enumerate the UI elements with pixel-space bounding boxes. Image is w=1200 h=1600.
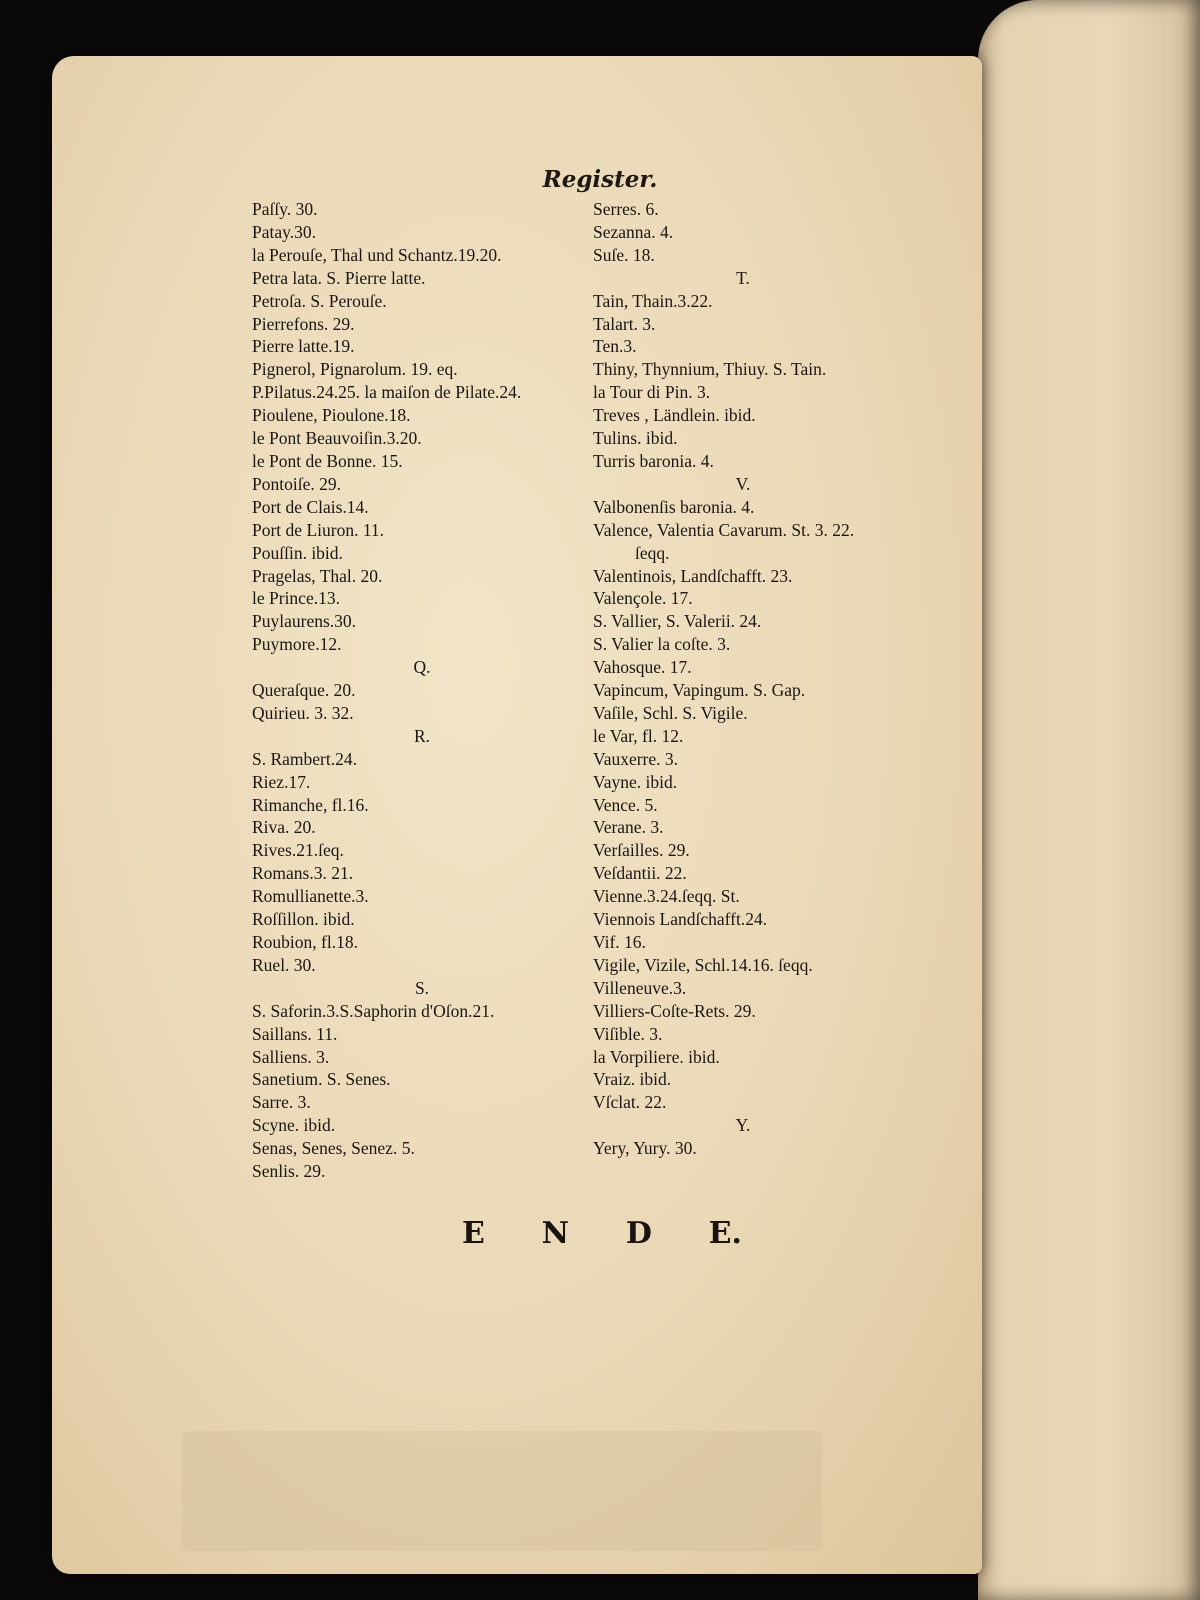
- page-heading: Register.: [542, 166, 658, 193]
- finis-letter: E: [462, 1216, 485, 1251]
- index-section-letter: Y.: [735, 1115, 751, 1136]
- index-entry: Turris baronia. 4.: [593, 450, 714, 471]
- index-entry: le Pont de Bonne. 15.: [252, 450, 403, 471]
- index-entry: Patay.30.: [252, 221, 316, 242]
- index-entry: Queraſque. 20.: [252, 680, 356, 701]
- finis-letter: D: [625, 1216, 652, 1251]
- index-column-left: [252, 198, 582, 1183]
- index-entry: Valbonenſis baronia. 4.: [593, 496, 755, 517]
- index-entry: Sezanna. 4.: [593, 221, 674, 242]
- index-entry: Petroſa. S. Perouſe.: [252, 290, 387, 311]
- index-entry: Romullianette.3.: [252, 886, 369, 907]
- index-entry: le Pont Beauvoiſin.3.20.: [252, 428, 422, 449]
- index-entry: Serres. 6.: [593, 199, 659, 219]
- index-entry: Vigile, Vizile, Schl.14.16. ſeqq.: [593, 954, 813, 975]
- index-section-letter: Q.: [413, 657, 431, 678]
- index-entry: Villeneuve.3.: [593, 977, 687, 998]
- index-entry: Petra lata. S. Pierre latte.: [252, 267, 426, 288]
- index-entry: Port de Clais.14.: [252, 496, 369, 517]
- index-section-letter: V.: [735, 473, 751, 494]
- index-entry: Salliens. 3.: [252, 1046, 330, 1067]
- index-entry: Veſdantii. 22.: [593, 863, 687, 884]
- index-entry: Senas, Senes, Senez. 5.: [252, 1138, 415, 1159]
- index-entry: Yery, Yury. 30.: [593, 1138, 697, 1159]
- index-entry: Sarre. 3.: [252, 1092, 311, 1113]
- index-column-right: [593, 198, 933, 1160]
- index-entry: Pragelas, Thal. 20.: [252, 565, 383, 586]
- index-entry: ſeqq.: [635, 542, 670, 563]
- index-entry: Viennois Landſchafft.24.: [593, 909, 768, 930]
- index-section-letter: R.: [413, 725, 431, 746]
- index-entry: Pontoiſe. 29.: [252, 473, 341, 494]
- index-entry: Villiers-Coſte-Rets. 29.: [593, 1000, 756, 1021]
- index-entry: Vapincum, Vapingum. S. Gap.: [593, 680, 806, 701]
- index-entry: Pignerol, Pignarolum. 19. eq.: [252, 359, 458, 380]
- index-entry: Pierre latte.19.: [252, 336, 355, 357]
- index-entry: Ruel. 30.: [252, 954, 316, 975]
- index-entry: Riez.17.: [252, 771, 311, 792]
- index-entry: Talart. 3.: [593, 313, 656, 334]
- index-entry: Sanetium. S. Senes.: [252, 1069, 391, 1090]
- index-entry: Vif. 16.: [593, 932, 646, 952]
- index-entry: Vayne. ibid.: [593, 771, 678, 792]
- index-entry: Rimanche, fl.16.: [252, 794, 369, 815]
- index-entry: Vaſile, Schl. S. Vigile.: [593, 702, 748, 723]
- index-entry: Quirieu. 3. 32.: [252, 702, 354, 723]
- index-entry: Thiny, Thynnium, Thiuy. S. Tain.: [593, 359, 827, 380]
- index-entry: Valentinois, Landſchafft. 23.: [593, 565, 793, 586]
- finis-line: [462, 1216, 742, 1251]
- index-entry: Romans.3. 21.: [252, 863, 354, 884]
- index-entry: Tulins. ibid.: [593, 428, 678, 449]
- facing-page-edge: [978, 0, 1200, 1600]
- index-entry: S. Valier la coſte. 3.: [593, 634, 731, 655]
- index-entry: Treves , Ländlein. ibid.: [593, 405, 756, 426]
- index-entry: Valençole. 17.: [593, 588, 693, 609]
- index-entry: Puymore.12.: [252, 634, 342, 655]
- index-entry: Pierrefons. 29.: [252, 313, 355, 334]
- index-entry: le Var, fl. 12.: [593, 725, 684, 746]
- index-entry: Scyne. ibid.: [252, 1115, 336, 1136]
- index-entry: Verſailles. 29.: [593, 840, 690, 861]
- index-entry: Puylaurens.30.: [252, 611, 357, 632]
- index-entry: Verane. 3.: [593, 817, 664, 838]
- index-entry: Paſſy. 30.: [252, 199, 318, 219]
- index-section-letter: S.: [414, 977, 430, 998]
- index-entry: S. Vallier, S. Valerii. 24.: [593, 611, 762, 632]
- index-entry: Port de Liuron. 11.: [252, 519, 385, 540]
- index-entry: Roubion, fl.18.: [252, 932, 358, 952]
- index-entry: Ten.3.: [593, 336, 637, 357]
- index-entry: Vſclat. 22.: [593, 1092, 667, 1113]
- index-entry: la Tour di Pin. 3.: [593, 382, 711, 403]
- index-entry: Roſſillon. ibid.: [252, 909, 355, 930]
- index-entry: Saillans. 11.: [252, 1023, 338, 1044]
- index-entry: la Perouſe, Thal und Schantz.19.20.: [252, 244, 502, 265]
- index-entry: le Prince.13.: [252, 588, 340, 609]
- index-entry: S. Saforin.3.S.Saphorin d'Oſon.21.: [252, 1000, 495, 1021]
- index-entry: Pouſſin. ibid.: [252, 542, 343, 563]
- index-entry: Vahosque. 17.: [593, 657, 692, 678]
- index-entry: Suſe. 18.: [593, 244, 655, 265]
- index-entry: Valence, Valentia Cavarum. St. 3. 22.: [593, 519, 855, 540]
- index-entry: Rives.21.ſeq.: [252, 840, 344, 861]
- index-entry: Pioulene, Pioulone.18.: [252, 405, 411, 426]
- index-entry: Vraiz. ibid.: [593, 1069, 672, 1090]
- index-entry: Vence. 5.: [593, 794, 658, 815]
- index-entry: S. Rambert.24.: [252, 748, 357, 769]
- finis-letter: E.: [708, 1216, 742, 1251]
- finis-letter: N: [541, 1216, 570, 1251]
- index-entry: Vauxerre. 3.: [593, 748, 679, 769]
- index-entry: Viſible. 3.: [593, 1023, 663, 1044]
- index-entry: P.Pilatus.24.25. la maiſon de Pilate.24.: [252, 382, 522, 403]
- index-entry: la Vorpiliere. ibid.: [593, 1046, 720, 1067]
- index-entry: Tain, Thain.3.22.: [593, 290, 713, 311]
- index-entry: Senlis. 29.: [252, 1161, 326, 1182]
- index-entry: Riva. 20.: [252, 817, 316, 838]
- index-section-letter: T.: [736, 267, 750, 288]
- index-entry: Vienne.3.24.ſeqq. St.: [593, 886, 740, 907]
